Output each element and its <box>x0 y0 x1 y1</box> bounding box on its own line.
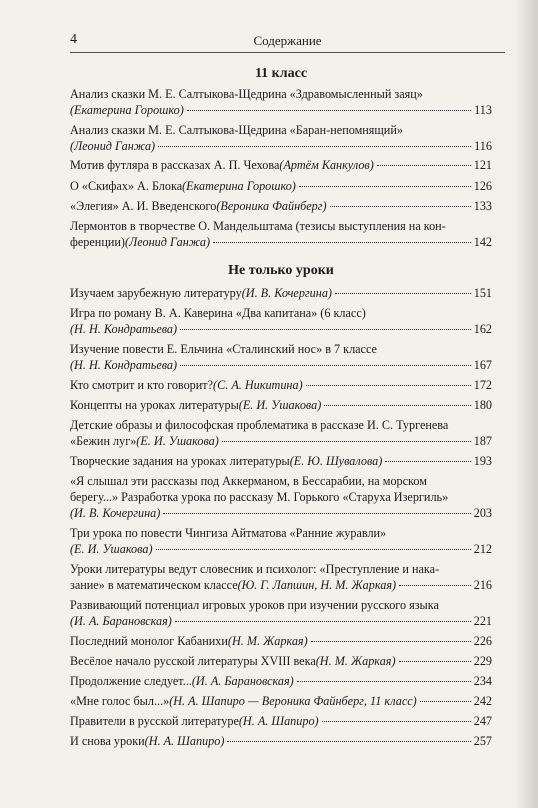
leader-dots <box>222 441 471 442</box>
toc-entry[interactable] <box>70 525 492 557</box>
leader-dots <box>311 641 471 642</box>
entry-author: (С. А. Никитина) <box>213 378 303 392</box>
leader-dots <box>385 461 470 462</box>
entry-title: Изучаем зарубежную литературу <box>70 286 242 300</box>
toc-entry[interactable] <box>70 653 492 669</box>
entry-author: (Екатерина Горошко) <box>182 179 296 193</box>
toc-entry[interactable] <box>70 633 492 649</box>
entry-author: (Н. А. Шапиро) <box>144 734 225 748</box>
entry-title-line: Три урока по повести Чингиза Айтматова «Ранние журавли» <box>70 526 387 540</box>
entry-title: Последний монолог Кабанихи <box>70 634 228 648</box>
entry-author: (Н. Н. Кондратьева) <box>70 358 178 372</box>
entry-author: (Ю. Г. Лапшин, Н. М. Жаркая) <box>237 578 397 592</box>
toc-entry[interactable] <box>70 397 492 413</box>
entry-title: «Бежин луг» <box>70 434 137 448</box>
entry-title-line: Лермонтов в творчестве О. Мандельштама (тезисы выступления на кон- <box>70 219 446 233</box>
entry-page: 221 <box>473 614 492 628</box>
leader-dots <box>163 513 470 514</box>
toc-entry[interactable] <box>70 417 492 449</box>
toc-entry[interactable] <box>70 178 492 194</box>
entry-author: (Леонид Ганжа) <box>124 235 211 249</box>
entry-page: 216 <box>473 578 492 592</box>
entry-author: (Е. И. Ушакова) <box>70 542 153 556</box>
entry-author: (Н. А. Шапиро) <box>238 714 319 728</box>
entry-author: (Н. М. Жаркая) <box>227 634 308 648</box>
entry-title-line: Анализ сказки М. Е. Салтыкова-Щедрина «Баран-непомнящий» <box>70 123 403 137</box>
leader-dots <box>297 681 471 682</box>
entry-title: «Мне голос был...» <box>70 694 170 708</box>
leader-dots <box>399 585 471 586</box>
entry-title: зание» в математическом классе <box>70 578 238 592</box>
entry-page: 133 <box>473 199 492 213</box>
entry-page: 247 <box>473 714 492 728</box>
entry-page: 203 <box>473 506 492 520</box>
toc-entry[interactable] <box>70 453 492 469</box>
entry-page: 121 <box>473 158 492 172</box>
toc-entry[interactable] <box>70 198 492 214</box>
entry-author: (И. В. Кочергина) <box>70 506 161 520</box>
entry-page: 142 <box>473 235 492 249</box>
entry-title: Мотив футляра в рассказах А. П. Чехова <box>70 158 280 172</box>
leader-dots <box>227 741 470 742</box>
page-number: 4 <box>70 32 77 47</box>
entry-page: 242 <box>473 694 492 708</box>
entry-page: 257 <box>473 734 492 748</box>
entry-title: Весёлое начало русской литературы XVIII века <box>70 654 316 668</box>
entry-author: (Е. И. Ушакова) <box>238 398 322 412</box>
entry-title-line: «Я слышал эти рассказы под Аккерманом, в Бессарабии, на морском <box>70 474 427 488</box>
toc-entry[interactable] <box>70 561 492 593</box>
entry-page: 229 <box>473 654 492 668</box>
leader-dots <box>322 721 471 722</box>
entry-author: (Екатерина Горошко) <box>70 103 184 117</box>
entry-title: «Элегия» А. И. Введенского <box>70 199 217 213</box>
entry-page: 180 <box>473 398 492 412</box>
toc-entry[interactable] <box>70 713 492 729</box>
entry-page: 234 <box>473 674 492 688</box>
leader-dots <box>399 661 471 662</box>
entry-title-line: Анализ сказки М. Е. Салтыкова-Щедрина «Здравомысленный заяц» <box>70 87 423 101</box>
entry-title-line: Изучение повести Е. Ельчина «Сталинский нос» в 7 классе <box>70 342 377 356</box>
entry-title: Творческие задания на уроках литературы <box>70 454 290 468</box>
entry-page: 167 <box>473 358 492 372</box>
leader-dots <box>330 206 471 207</box>
leader-dots <box>180 329 471 330</box>
entry-title-line: Игра по роману В. А. Каверина «Два капитана» (6 класс) <box>70 306 366 320</box>
toc-entry[interactable] <box>70 473 492 521</box>
toc-entry[interactable] <box>70 377 492 393</box>
entry-title-line: Детские образы и философская проблематика в рассказе И. С. Тургенева <box>70 418 449 432</box>
page-edge-shadow <box>514 0 538 808</box>
section-title-11-class: 11 класс <box>254 66 308 81</box>
entry-title-line: Уроки литературы ведут словесник и психолог: «Преступление и нака- <box>70 562 440 576</box>
entry-title: Кто смотрит и кто говорит? <box>70 378 214 392</box>
toc-entry[interactable] <box>70 122 492 154</box>
entry-author: (Е. И. Ушакова) <box>136 434 219 448</box>
entry-title-line: берегу...» Разработка урока по рассказу М. Горького «Старуха Изергиль» <box>70 490 449 504</box>
leader-dots <box>213 242 471 243</box>
leader-dots <box>158 146 471 147</box>
entry-author: (Е. Ю. Шувалова) <box>289 454 383 468</box>
running-header <box>70 32 505 53</box>
toc-entry[interactable] <box>70 305 492 337</box>
toc-entry[interactable] <box>70 218 492 250</box>
entry-author: (И. В. Кочергина) <box>241 286 332 300</box>
entry-title: ференции) <box>70 235 125 249</box>
toc-entry[interactable] <box>70 157 492 173</box>
entry-page: 187 <box>473 434 492 448</box>
leader-dots <box>335 293 471 294</box>
toc-entry[interactable] <box>70 86 492 118</box>
entry-title: И снова уроки <box>70 734 145 748</box>
toc-entry[interactable] <box>70 673 492 689</box>
section-title-not-only-lessons: Не только уроки <box>228 263 334 278</box>
entry-author: (Вероника Файнберг) <box>216 199 327 213</box>
entry-author: (Леонид Ганжа) <box>70 139 156 153</box>
entry-page: 116 <box>474 139 492 153</box>
toc-entry[interactable] <box>70 597 492 629</box>
header-title: Содержание <box>253 33 322 48</box>
leader-dots <box>156 549 471 550</box>
leader-dots <box>306 385 471 386</box>
leader-dots <box>377 165 471 166</box>
entry-page: 172 <box>473 378 492 392</box>
entry-page: 212 <box>473 542 492 556</box>
toc-entry[interactable] <box>70 693 492 709</box>
leader-dots <box>175 621 471 622</box>
entry-title: О «Скифах» А. Блока <box>70 179 183 193</box>
entry-author: (Н. М. Жаркая) <box>315 654 396 668</box>
leader-dots <box>324 405 470 406</box>
entry-title-line: Развивающий потенциал игровых уроков при изучении русского языка <box>70 598 439 612</box>
toc-entry[interactable] <box>70 341 492 373</box>
entry-page: 162 <box>473 322 492 336</box>
leader-dots <box>187 110 471 111</box>
entry-page: 226 <box>473 634 492 648</box>
toc-entry[interactable] <box>70 733 492 749</box>
leader-dots <box>299 186 471 187</box>
entry-author: (И. А. Барановская) <box>70 614 172 628</box>
entry-title: Правители в русской литературе <box>70 714 239 728</box>
leader-dots <box>420 701 471 702</box>
toc-entry[interactable] <box>70 285 492 301</box>
entry-author: (Артём Канкулов) <box>279 158 374 172</box>
leader-dots <box>180 365 471 366</box>
entry-title: Концепты на уроках литературы <box>70 398 239 412</box>
entry-page: 113 <box>474 103 492 117</box>
entry-title: Продолжение следует... <box>70 674 192 688</box>
entry-author: (Н. А. Шапиро — Вероника Файнберг, 11 класс) <box>169 694 417 708</box>
entry-page: 193 <box>473 454 492 468</box>
entry-author: (Н. Н. Кондратьева) <box>70 322 178 336</box>
entry-page: 126 <box>473 179 492 193</box>
entry-page: 151 <box>473 286 492 300</box>
entry-author: (И. А. Барановская) <box>191 674 294 688</box>
